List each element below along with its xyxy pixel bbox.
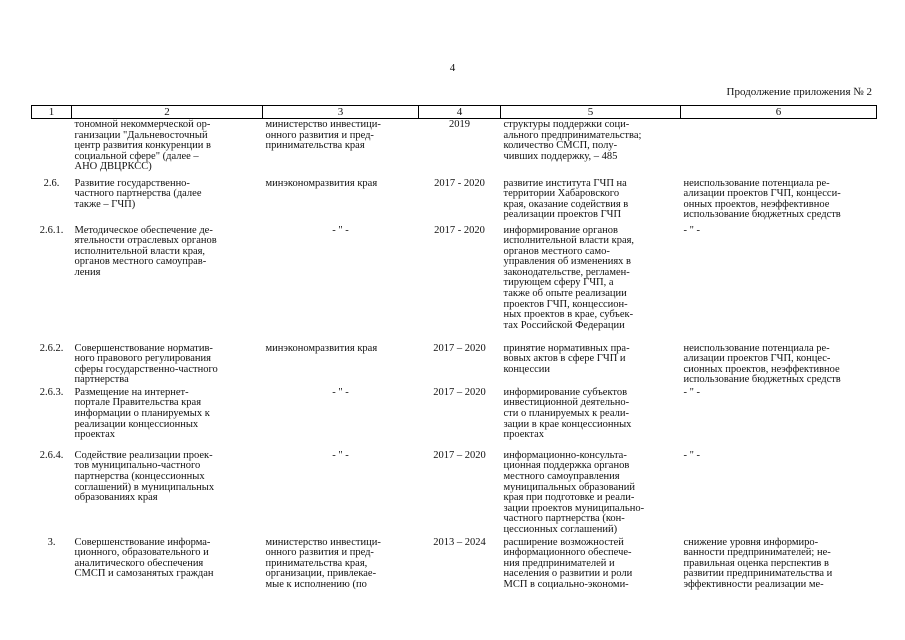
table-row [32, 386, 877, 449]
text-line: Содействие реализации проек- [74, 449, 213, 461]
executor [263, 449, 419, 536]
text-line: проектах [503, 429, 544, 441]
text-line: проектах [74, 429, 115, 441]
text-line: территории Хабаровского [503, 188, 620, 200]
text-line: информационного обеспече- [503, 547, 632, 559]
text-line: принимательства края [265, 140, 365, 152]
text-line: Методическое обеспечение де- [74, 224, 213, 236]
text-line: образованиях края [74, 492, 158, 504]
text-line: проектов ГЧП, концессион- [503, 298, 628, 310]
text-line: партнерства [74, 374, 129, 386]
measure-number: 2.6.2. [39, 342, 64, 354]
text-line: - " - [683, 224, 701, 236]
expected-result [501, 177, 681, 224]
text-line: организации, привлекае- [265, 568, 377, 580]
text-line: онного развития и пред- [265, 129, 374, 141]
text-line: принятие нормативных пра- [503, 342, 630, 354]
page-number: 4 [449, 62, 456, 74]
text-line: ционного, образовательного и [74, 547, 209, 559]
text-line: управления об изменениях в [503, 256, 632, 268]
measure-name [72, 342, 263, 386]
text-line: - " - [683, 449, 701, 461]
measure-number: 2.6.3. [39, 386, 64, 398]
text-line: сти о планируемых к реали- [503, 408, 629, 420]
text-line: министерство инвестици- [265, 119, 381, 130]
text-line: - " - [683, 386, 701, 398]
text-line: органов местного само- [503, 245, 610, 257]
column-number: 2 [72, 106, 263, 119]
text-line: мые к исполнению (по [265, 579, 367, 590]
text-line: ного правового регулирования [74, 353, 211, 365]
table-row [32, 224, 877, 342]
text-line: законодательстве, регламен- [503, 266, 630, 278]
column-number: 5 [501, 106, 681, 119]
period: 2013 – 2024 [433, 536, 486, 548]
text-line: частного партнерства (далее [74, 188, 202, 200]
text-line: минэкономразвития края [265, 177, 378, 189]
period: 2017 – 2020 [433, 386, 486, 398]
text-line: министерство инвестици- [265, 536, 381, 548]
text-line: населения о развитии и роли [503, 568, 633, 580]
text-line: ления [74, 266, 101, 278]
expected-result [501, 536, 681, 596]
text-line: портале Правительства края [74, 397, 202, 409]
text-line: снижение уровня информиро- [683, 536, 819, 548]
non-implementation-consequence [681, 177, 877, 224]
expected-result [501, 119, 681, 177]
text-line: - " - [332, 224, 349, 236]
text-line: цессионных соглашений) [503, 524, 618, 536]
text-line: исполнительной власти края, [74, 245, 206, 257]
text-line: ятельности отраслевых органов [74, 235, 217, 247]
text-line: также – ГЧП) [74, 198, 136, 210]
text-line: использование бюджетных средств [683, 209, 841, 221]
text-line: ального предпринимательства; [503, 129, 642, 141]
measure-number: 2.6. [43, 177, 60, 189]
text-line: органов местного самоуправ- [74, 256, 207, 268]
measure-name [72, 386, 263, 449]
text-line: тирующем сферу ГЧП, а [503, 277, 614, 289]
executor [263, 342, 419, 386]
text-line: Развитие государственно- [74, 177, 190, 189]
text-line: развитии предпринимательства и [683, 568, 833, 580]
text-line: партнерства (концессионных [74, 471, 205, 483]
text-line: края, оказание содействия в [503, 198, 629, 210]
text-line: минэкономразвития края [265, 342, 378, 354]
text-line: Размещение на интернет- [74, 386, 189, 398]
text-line: правильная оценка перспектив в [683, 557, 829, 569]
text-line: вовых актов в сфере ГЧП и [503, 353, 626, 365]
text-line: частного партнерства (кон- [503, 513, 625, 525]
period: 2017 – 2020 [433, 342, 486, 354]
text-line: ализации проектов ГЧП, концес- [683, 353, 831, 365]
text-line: - " - [332, 386, 349, 398]
continuation-label: Продолжение приложения № 2 [726, 86, 872, 98]
text-line: принимательства края, [265, 557, 368, 569]
text-line: тов муниципально-частного [74, 460, 201, 472]
text-line: информирование органов [503, 224, 618, 236]
text-line: зации проектов муниципально- [503, 502, 645, 514]
measure-number [32, 119, 72, 177]
text-line: сионных проектов, неэффективное [683, 363, 840, 375]
text-line: количество СМСП, полу- [503, 140, 618, 152]
text-line: ганизации "Дальневосточный [74, 129, 208, 141]
text-line: развитие института ГЧП на [503, 177, 627, 189]
table-row [32, 536, 877, 596]
text-line: исполнительной власти края, [503, 235, 635, 247]
table-row [32, 119, 877, 177]
column-number-row [32, 106, 877, 119]
text-line: ния предпринимателей и [503, 557, 615, 569]
period: 2017 - 2020 [434, 224, 485, 236]
text-line: неиспользование потенциала ре- [683, 342, 830, 354]
expected-result [501, 449, 681, 536]
text-line: онных проектов, неэффективное [683, 198, 830, 210]
text-line: местного самоуправления [503, 471, 620, 483]
non-implementation-consequence [681, 536, 877, 596]
text-line: - " - [332, 449, 349, 461]
text-line: также об опыте реализации [503, 288, 627, 300]
expected-result [501, 224, 681, 342]
non-implementation-consequence [681, 342, 877, 386]
text-line: АНО ДВЦРКСС) [74, 161, 152, 173]
text-line: сферы государственно-частного [74, 363, 218, 375]
text-line: эффективности реализации ме- [683, 579, 824, 590]
executor [263, 224, 419, 342]
non-implementation-consequence [681, 386, 877, 449]
table-row [32, 449, 877, 536]
text-line: края при подготовке и реали- [503, 492, 635, 504]
column-number: 1 [32, 106, 72, 119]
expected-result [501, 342, 681, 386]
text-line: инвестиционной деятельно- [503, 397, 630, 409]
non-implementation-consequence [681, 119, 877, 177]
text-line: ционная поддержка органов [503, 460, 630, 472]
period: 2017 – 2020 [433, 449, 486, 461]
column-number: 6 [681, 106, 877, 119]
text-line: социальной сфере" (далее – [74, 150, 199, 162]
text-line: муниципальных образований [503, 481, 635, 493]
executor [263, 119, 419, 177]
appendix-table [31, 105, 877, 596]
expected-result [501, 386, 681, 449]
measure-name [72, 119, 263, 177]
text-line: онного развития и пред- [265, 547, 374, 559]
text-line: чивших поддержку, – 485 [503, 150, 618, 162]
text-line: аналитического обеспечения [74, 557, 204, 569]
text-line: использование бюджетных средств [683, 374, 841, 386]
measure-name [72, 536, 263, 596]
text-line: Совершенствование норматив- [74, 342, 213, 354]
text-line: концессии [503, 363, 551, 375]
text-line: ализации проектов ГЧП, концесси- [683, 188, 841, 200]
text-line: информации о планируемых к [74, 408, 210, 420]
measure-number: 3. [47, 536, 56, 548]
measure-name [72, 177, 263, 224]
column-number: 4 [419, 106, 501, 119]
text-line: реализации проектов ГЧП [503, 209, 622, 221]
executor [263, 536, 419, 596]
text-line: Совершенствование информа- [74, 536, 211, 548]
table-row [32, 342, 877, 386]
non-implementation-consequence [681, 449, 877, 536]
text-line: тономной некоммерческой ор- [74, 119, 211, 130]
measure-name [72, 449, 263, 536]
table-row [32, 177, 877, 224]
executor [263, 386, 419, 449]
text-line: тах Российской Федерации [503, 319, 625, 331]
column-number: 3 [263, 106, 419, 119]
text-line: информационно-консульта- [503, 449, 627, 461]
non-implementation-consequence [681, 224, 877, 342]
text-line: центр развития конкуренции в [74, 140, 211, 152]
text-line: реализации концессионных [74, 418, 199, 430]
text-line: соглашений) в муниципальных [74, 481, 215, 493]
measure-number: 2.6.4. [39, 449, 64, 461]
measure-name [72, 224, 263, 342]
text-line: информирование субъектов [503, 386, 628, 398]
text-line: МСП в социально-экономи- [503, 579, 629, 590]
text-line: ванности предпринимателей; не- [683, 547, 831, 559]
text-line: расширение возможностей [503, 536, 624, 548]
period: 2019 [449, 119, 470, 130]
text-line: СМСП и самозанятых граждан [74, 568, 214, 580]
text-line: зации в крае концессионных [503, 418, 632, 430]
executor [263, 177, 419, 224]
period: 2017 - 2020 [434, 177, 485, 189]
text-line: ных проектов в крае, субъек- [503, 309, 634, 321]
text-line: структуры поддержки соци- [503, 119, 630, 130]
measure-number: 2.6.1. [39, 224, 64, 236]
text-line: неиспользование потенциала ре- [683, 177, 830, 189]
